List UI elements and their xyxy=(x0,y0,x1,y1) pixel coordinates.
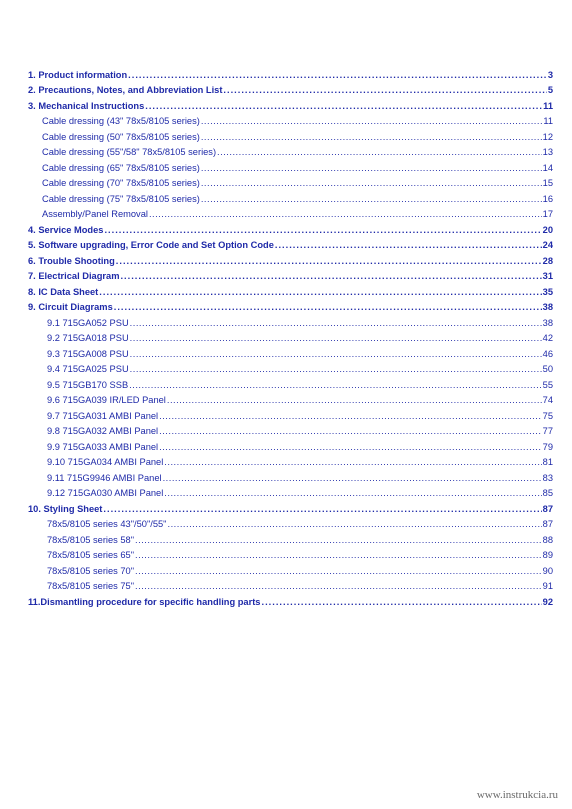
toc-leader-dots xyxy=(217,146,542,159)
toc-leader-dots xyxy=(130,317,542,330)
toc-entry[interactable] xyxy=(28,593,553,609)
toc-entry-page: 5 xyxy=(547,85,553,95)
toc-entry-page: 90 xyxy=(542,565,553,576)
toc-entry-label: 5. Software upgrading, Error Code and Set Option Code xyxy=(28,240,274,250)
toc-entry-label: 9.6 715GA039 IR/LED Panel xyxy=(47,395,166,405)
toc-entry-page: 81 xyxy=(542,457,553,467)
toc-entry-page: 74 xyxy=(542,395,553,405)
toc-leader-dots xyxy=(128,69,547,82)
toc-entry[interactable] xyxy=(28,376,553,392)
toc-entry[interactable] xyxy=(28,454,553,470)
toc-entry[interactable] xyxy=(28,66,553,82)
toc-entry-label: 1. Product information xyxy=(28,69,128,80)
toc-entry[interactable] xyxy=(28,423,553,439)
toc-entry[interactable] xyxy=(28,438,553,454)
toc-entry-page: 15 xyxy=(542,178,553,188)
toc-entry[interactable] xyxy=(28,469,553,485)
toc-leader-dots xyxy=(120,270,541,283)
toc-leader-dots xyxy=(135,549,542,562)
toc-entry-label: 11.Dismantling procedure for specific handling parts xyxy=(28,596,261,607)
toc-entry-page: 50 xyxy=(542,364,553,374)
toc-entry[interactable] xyxy=(28,175,553,191)
toc-entry-page: 92 xyxy=(542,596,553,607)
toc-leader-dots xyxy=(201,131,542,144)
toc-entry[interactable] xyxy=(28,144,553,160)
toc-entry-page: 77 xyxy=(542,426,553,436)
toc-entry-page: 83 xyxy=(542,472,553,483)
toc-leader-dots xyxy=(104,224,541,237)
toc-entry[interactable] xyxy=(28,299,553,315)
toc-entry-label: 6. Trouble Shooting xyxy=(28,255,115,266)
toc-entry-label: 9.8 715GA032 AMBI Panel xyxy=(47,426,159,436)
toc-leader-dots xyxy=(201,162,542,175)
toc-entry-label: Cable dressing (70" 78x5/8105 series) xyxy=(42,178,200,188)
toc-entry-page: 17 xyxy=(542,209,553,219)
toc-entry-label: 78x5/8105 series 70" xyxy=(47,565,135,576)
toc-entry-page: 14 xyxy=(542,162,553,173)
toc-entry-page: 55 xyxy=(542,379,553,390)
toc-entry-page: 11 xyxy=(543,100,553,111)
toc-entry[interactable] xyxy=(28,283,553,299)
toc-entry-label: 78x5/8105 series 58" xyxy=(47,534,135,545)
toc-entry-page: 91 xyxy=(542,581,553,591)
toc-entry[interactable] xyxy=(28,361,553,377)
toc-entry-page: 13 xyxy=(542,147,553,157)
toc-entry[interactable] xyxy=(28,330,553,346)
toc-entry[interactable] xyxy=(28,407,553,423)
toc-entry[interactable] xyxy=(28,190,553,206)
toc-leader-dots xyxy=(167,394,542,407)
toc-entry-page: 24 xyxy=(542,240,553,250)
toc-entry-page: 46 xyxy=(542,348,553,359)
toc-entry-page: 11 xyxy=(543,116,553,126)
toc-entry-page: 16 xyxy=(542,193,553,204)
toc-entry-label: Cable dressing (55"/58" 78x5/8105 series) xyxy=(42,147,217,157)
toc-entry[interactable] xyxy=(28,237,553,253)
toc-leader-dots xyxy=(201,193,542,206)
toc-entry-label: 9.4 715GA025 PSU xyxy=(47,364,129,374)
toc-entry-label: 9.11 715G9946 AMBI Panel xyxy=(47,472,162,483)
toc-entry-label: 9.5 715GB170 SSB xyxy=(47,379,129,390)
toc-entry-label: 9.2 715GA018 PSU xyxy=(47,333,129,343)
toc-leader-dots xyxy=(149,208,542,221)
toc-leader-dots xyxy=(167,518,541,531)
toc-leader-dots xyxy=(135,565,542,578)
toc-entry-label: 9.7 715GA031 AMBI Panel xyxy=(47,410,159,421)
toc-entry-label: Assembly/Panel Removal xyxy=(42,209,148,219)
toc-entry[interactable] xyxy=(28,82,553,98)
toc-leader-dots xyxy=(145,100,542,113)
toc-entry-label: 8. IC Data Sheet xyxy=(28,286,99,297)
toc-entry[interactable] xyxy=(28,221,553,237)
toc-entry[interactable] xyxy=(28,547,553,563)
toc-entry-label: 78x5/8105 series 43"/50"/55" xyxy=(47,519,167,529)
toc-entry-label: 9. Circuit Diagrams xyxy=(28,302,113,312)
toc-entry[interactable] xyxy=(28,159,553,175)
toc-entry-label: 7. Electrical Diagram xyxy=(28,271,120,281)
toc-leader-dots xyxy=(159,410,542,423)
toc-entry-page: 20 xyxy=(542,224,553,235)
toc-entry-label: Cable dressing (75" 78x5/8105 series) xyxy=(42,193,200,204)
toc-entry[interactable] xyxy=(28,531,553,547)
toc-leader-dots xyxy=(130,348,542,361)
toc-entry[interactable] xyxy=(28,578,553,594)
toc-leader-dots xyxy=(114,301,542,314)
toc-leader-dots xyxy=(159,425,542,438)
toc-entry-label: Cable dressing (65" 78x5/8105 series) xyxy=(42,162,200,173)
toc-entry[interactable] xyxy=(28,562,553,578)
toc-leader-dots xyxy=(103,503,541,516)
toc-entry-page: 85 xyxy=(542,488,553,498)
toc-entry-page: 35 xyxy=(542,286,553,297)
toc-entry[interactable] xyxy=(28,485,553,501)
toc-entry-page: 75 xyxy=(542,410,553,421)
toc-leader-dots xyxy=(223,84,546,97)
toc-entry-label: 9.1 715GA052 PSU xyxy=(47,317,129,328)
toc-entry-page: 31 xyxy=(542,271,553,281)
table-of-contents xyxy=(28,66,553,609)
toc-entry-label: 9.3 715GA008 PSU xyxy=(47,348,129,359)
toc-leader-dots xyxy=(275,239,542,252)
toc-entry-page: 28 xyxy=(542,255,553,266)
toc-leader-dots xyxy=(129,379,542,392)
toc-entry-page: 87 xyxy=(542,503,553,514)
toc-entry[interactable] xyxy=(28,252,553,268)
toc-leader-dots xyxy=(99,286,541,299)
toc-leader-dots xyxy=(116,255,542,268)
toc-leader-dots xyxy=(159,441,542,454)
toc-entry[interactable] xyxy=(28,113,553,129)
toc-entry-page: 3 xyxy=(547,69,553,80)
toc-entry-page: 38 xyxy=(542,317,553,328)
toc-leader-dots xyxy=(201,177,542,190)
toc-entry-page: 38 xyxy=(542,302,553,312)
toc-entry-label: 78x5/8105 series 75" xyxy=(47,581,135,591)
toc-entry[interactable] xyxy=(28,345,553,361)
toc-entry[interactable] xyxy=(28,500,553,516)
toc-leader-dots xyxy=(164,456,541,469)
toc-leader-dots xyxy=(261,596,541,609)
toc-leader-dots xyxy=(130,363,542,376)
toc-entry[interactable] xyxy=(28,206,553,222)
toc-entry[interactable] xyxy=(28,128,553,144)
toc-entry-page: 89 xyxy=(542,550,553,560)
toc-entry-label: 3. Mechanical Instructions xyxy=(28,100,145,111)
toc-leader-dots xyxy=(130,332,542,345)
toc-entry-label: 9.9 715GA033 AMBI Panel xyxy=(47,441,159,452)
toc-entry-page: 42 xyxy=(542,333,553,343)
toc-leader-dots xyxy=(135,580,542,593)
toc-entry[interactable] xyxy=(28,268,553,284)
toc-entry-page: 79 xyxy=(542,441,553,452)
toc-leader-dots xyxy=(163,472,542,485)
toc-leader-dots xyxy=(201,115,543,128)
toc-leader-dots xyxy=(164,487,541,500)
toc-entry-label: 10. Styling Sheet xyxy=(28,503,103,514)
toc-entry-page: 12 xyxy=(542,131,553,142)
toc-entry[interactable] xyxy=(28,97,553,113)
toc-leader-dots xyxy=(135,534,542,547)
toc-entry-label: 9.10 715GA034 AMBI Panel xyxy=(47,457,164,467)
toc-entry[interactable] xyxy=(28,392,553,408)
toc-entry[interactable] xyxy=(28,314,553,330)
toc-entry-label: 4. Service Modes xyxy=(28,224,104,235)
toc-entry-label: 2. Precautions, Notes, and Abbreviation List xyxy=(28,85,223,95)
toc-entry-label: Cable dressing (43" 78x5/8105 series) xyxy=(42,116,200,126)
toc-entry-label: 9.12 715GA030 AMBI Panel xyxy=(47,488,164,498)
toc-entry-page: 87 xyxy=(542,519,553,529)
toc-entry-label: 78x5/8105 series 65" xyxy=(47,550,135,560)
toc-entry-page: 88 xyxy=(542,534,553,545)
watermark: www.instrukcia.ru xyxy=(476,789,558,801)
toc-entry-label: Cable dressing (50" 78x5/8105 series) xyxy=(42,131,200,142)
toc-entry[interactable] xyxy=(28,516,553,532)
